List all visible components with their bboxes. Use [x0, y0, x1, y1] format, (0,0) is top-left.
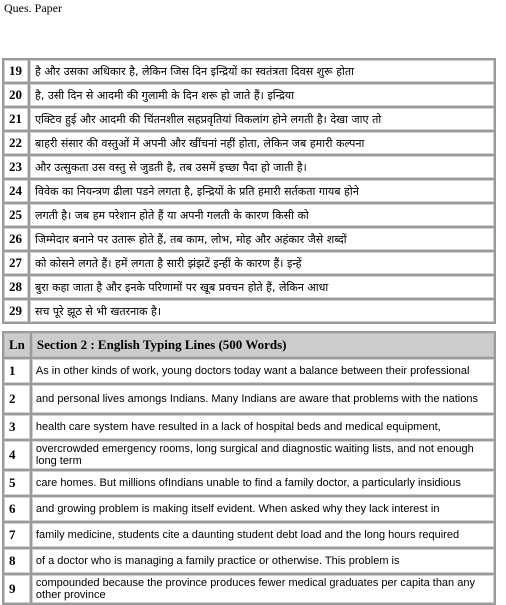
line-number: 23: [4, 156, 28, 178]
line-text: विवेक का नियन्त्रण ढीला पडने लगता है, इन्द्रियों के प्रति हमारी सर्तकता गायब होने: [30, 180, 494, 202]
line-text: है, उसी दिन से आदमी की गुलामी के दिन शरू हो जाते हैं। इन्द्रिया: [30, 84, 494, 106]
line-text: and growing problem is making itself evident. When asked why they lack interest in: [32, 497, 494, 521]
table-row: [4, 204, 494, 226]
table-row: [4, 415, 494, 439]
table-row: [4, 471, 494, 495]
line-number: 28: [4, 276, 28, 298]
line-number: 2: [4, 385, 30, 413]
line-number: 3: [4, 415, 30, 439]
table-row: [4, 300, 494, 322]
line-number: 22: [4, 132, 28, 154]
table-row: [4, 132, 494, 154]
table-row: [4, 276, 494, 298]
english-table-header-row: [4, 333, 494, 357]
line-text: and personal lives amongs Indians. Many Indians are aware that problems with the nations: [32, 385, 494, 413]
page-title: Ques. Paper: [4, 1, 62, 15]
line-text: जिम्मेदार बनाने पर उतारू होते हैं, तब काम, लोभ, मोह और अहंकार जैसे शब्दों: [30, 228, 494, 250]
table-row: [4, 385, 494, 413]
line-number: 21: [4, 108, 28, 130]
table-row: [4, 523, 494, 547]
line-number: 26: [4, 228, 28, 250]
line-number: 5: [4, 471, 30, 495]
line-text: family medicine, students cite a daunting student debt load and the long hours required: [32, 523, 494, 547]
line-number: 1: [4, 359, 30, 383]
line-text: सच पूरे झूठ से भी खतरनाक है।: [30, 300, 494, 322]
line-number: 25: [4, 204, 28, 226]
line-text: बुरा कहा जाता है और इनके परिणामों पर खूब प्रवचन होते हैं, लेकिन आधा: [30, 276, 494, 298]
table-row: [4, 441, 494, 469]
table-row: [4, 497, 494, 521]
line-text: है और उसका अधिकार है, लेकिन जिस दिन इन्द्रियों का स्वतंत्रता दिवस शुरू होता: [30, 60, 494, 82]
line-number: 6: [4, 497, 30, 521]
table-row: [4, 228, 494, 250]
table-row: [4, 156, 494, 178]
line-text: और उत्सुकता उस वस्तु से जुडती है, तब उसमें इच्छा पैदा हो जाती है।: [30, 156, 494, 178]
section-title: Section 2 : English Typing Lines (500 Words): [32, 333, 494, 357]
line-number: 29: [4, 300, 28, 322]
line-text: As in other kinds of work, young doctors today want a balance between their professional: [32, 359, 494, 383]
english-lines-table: [2, 331, 496, 605]
line-number: 20: [4, 84, 28, 106]
line-number: 9: [4, 575, 30, 603]
table-row: [4, 549, 494, 573]
table-row: [4, 84, 494, 106]
table-row: [4, 60, 494, 82]
line-text: एक्टिव हुई और आदमी की चिंतनशील सहप्रवृतियां विकलांग होने लगती है। देखा जाए तो: [30, 108, 494, 130]
line-text: of a doctor who is managing a family practice or otherwise. This problem is: [32, 549, 494, 573]
line-text: लगती है। जब हम परेशान होते हैं या अपनी गलती के कारण किसी को: [30, 204, 494, 226]
table-row: [4, 180, 494, 202]
line-number: 24: [4, 180, 28, 202]
table-row: [4, 252, 494, 274]
line-number: 4: [4, 441, 30, 469]
table-row: [4, 359, 494, 383]
line-text: बाहरी संसार की वस्तुओं में अपनी और खींचनां नहीं होता, लेकिन जब हमारी कल्पना: [30, 132, 494, 154]
line-text: overcrowded emergency rooms, long surgical and diagnostic waiting lists, and not enough long term: [32, 441, 494, 469]
line-number: 27: [4, 252, 28, 274]
line-number: 19: [4, 60, 28, 82]
line-number-column-header: Ln: [4, 333, 30, 357]
table-row: [4, 575, 494, 603]
line-text: को कोसने लगते हैं। हमें लगता है सारी झंझटें इन्हीं के कारण हैं। इन्हें: [30, 252, 494, 274]
line-number: 8: [4, 549, 30, 573]
table-row: [4, 108, 494, 130]
line-text: care homes. But millions ofIndians unable to find a family doctor, a particularly insidious: [32, 471, 494, 495]
line-text: health care system have resulted in a lack of hospital beds and medical equipment,: [32, 415, 494, 439]
hindi-lines-table: [2, 58, 496, 324]
line-number: 7: [4, 523, 30, 547]
line-text: compounded because the province produces fewer medical graduates per capita than any other province: [32, 575, 494, 603]
